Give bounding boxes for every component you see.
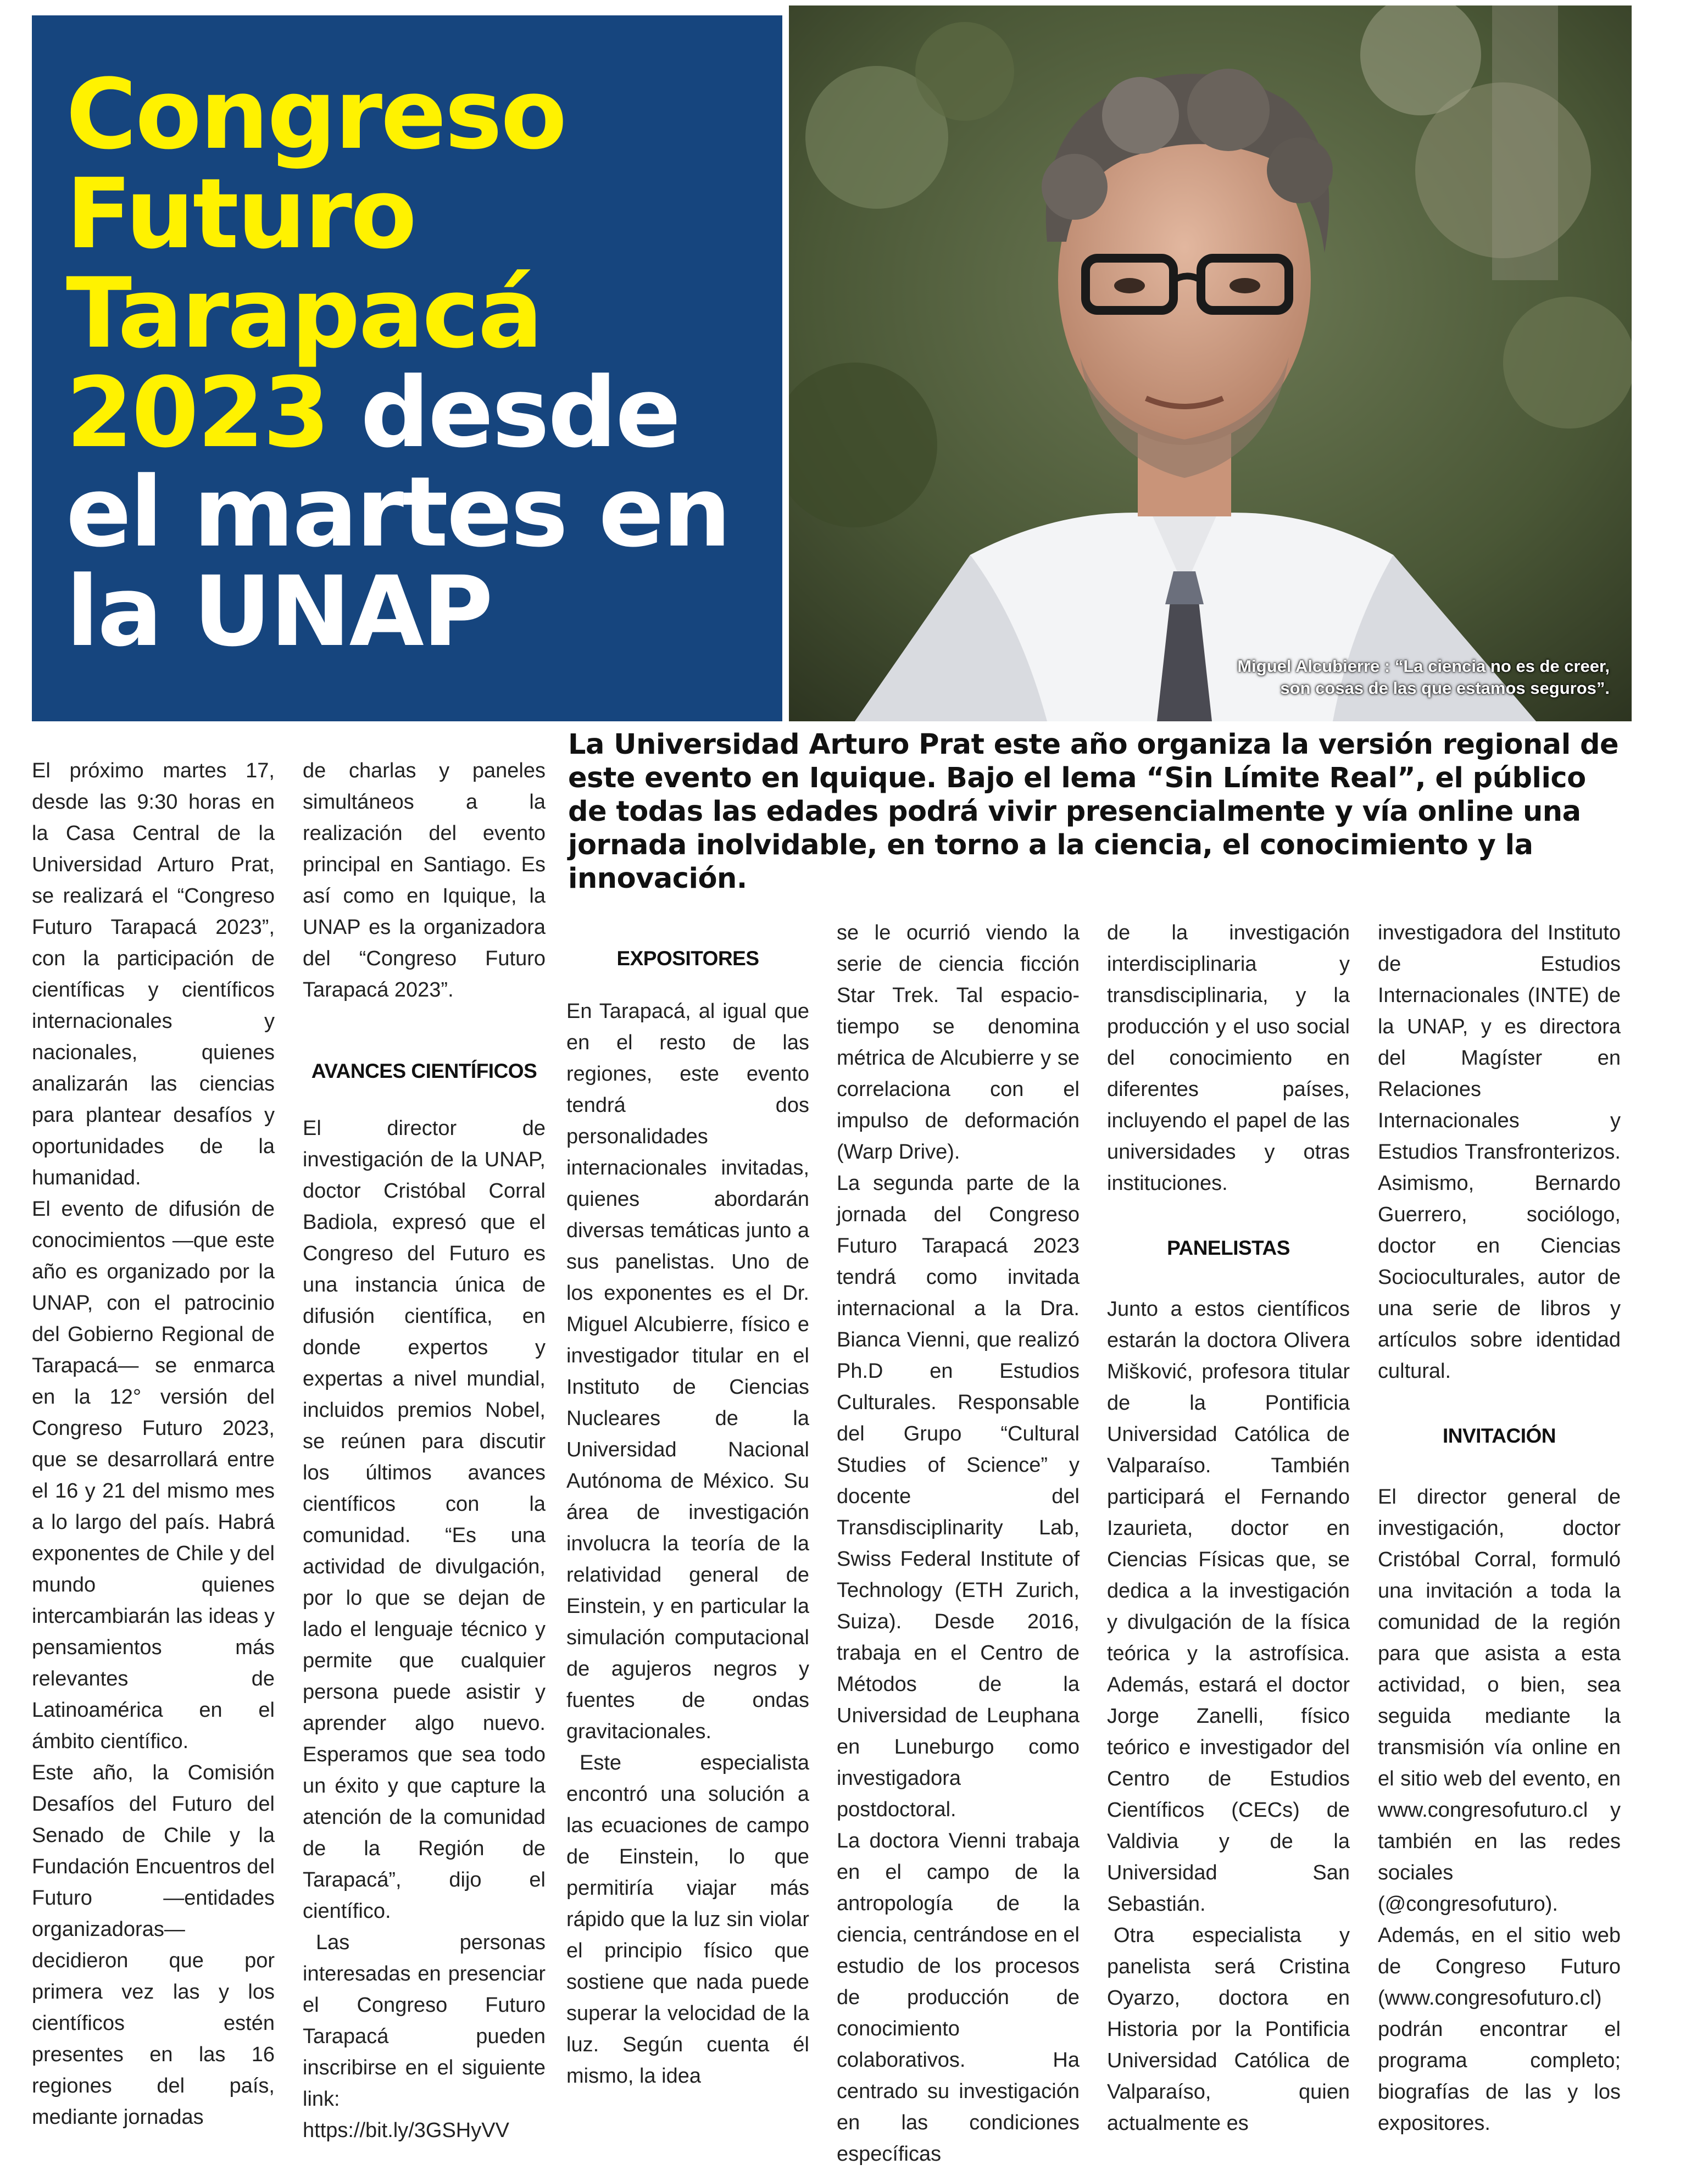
paragraph: de la investigación interdisciplinaria y transdisciplinaria, y la producción y el uso social del conocimiento en diferentes países, incluyendo el papel de las universidades y otras instituciones.	[1107, 921, 1350, 1195]
paragraph: se le ocurrió viendo la serie de ciencia ficción Star Trek. Tal espacio-tiempo se denomina métrica de Alcubierre y se correlaciona con el impulso de deformación (Warp Drive).	[837, 921, 1080, 1164]
section-heading-avances: AVANCES CIENTÍFICOS	[311, 1060, 537, 1082]
paragraph: Este año, la Comisión Desafíos del Futuro del Senado de Chile y la Fundación Encuentros del Futuro —entidades organizadoras— decidieron que por primera vez las y los científicos estén presentes en las 16 regiones del país, mediante jornadas	[32, 1761, 275, 2129]
article-column-3	[566, 917, 809, 2092]
headline	[66, 58, 749, 668]
paragraph: Este especialista encontró una solución a las ecuaciones de campo de Einstein, lo que permitiría viajar más rápido que la luz sin violar el principio físico que sostiene que nada puede superar la velocidad de la luz. Según cuenta él mismo, la idea	[566, 1751, 809, 2088]
section-heading-panelistas: PANELISTAS	[1167, 1237, 1290, 1259]
section-heading-expositores: EXPOSITORES	[616, 947, 759, 970]
article-column-1	[32, 755, 275, 2133]
paragraph: Junto a estos científicos estarán la doctora Olivera Mišković, profesora titular de la Pontificia Universidad Católica de Valparaíso. También participará el Fernando Izaurieta, doctor en Ciencias Físicas que, se dedica a la investigación y divulgación de la física teórica y la astrofísica. Además, estará el doctor Jorge Zanelli, físico teórico e investigador del Centro de Estudios Científicos (CECs) de Valdivia y de la Universidad San Sebastián.	[1107, 1298, 1350, 1916]
article-column-2	[303, 755, 546, 2146]
paragraph: Otra especialista y panelista será Cristina Oyarzo, doctora en Historia por la Pontificia Universidad Católica de Valparaíso, quien actualmente es	[1107, 1924, 1350, 2135]
headline-highlight: Congreso Futuro Tarapacá 2023	[66, 58, 566, 469]
article-column-4	[837, 917, 1080, 2170]
headline-rest: desde el martes en la UNAP	[66, 357, 730, 668]
paragraph: En Tarapacá, al igual que en el resto de las regiones, este evento tendrá dos personalidades internacionales invitadas, quienes abordarán diversas temáticas junto a sus panelistas. Uno de los exponentes es el Dr. Miguel Alcubierre, físico e investigador titular en el Instituto de Ciencias Nucleares de la Universidad Nacional Autónoma de México. Su área de investigación involucra la teoría de la relatividad general de Einstein, y en particular la simulación computacional de agujeros negros y fuentes de ondas gravitacionales.	[566, 1000, 809, 1743]
paragraph: El director de investigación de la UNAP, doctor Cristóbal Corral Badiola, expresó que el Congreso del Futuro es una instancia única de difusión científica, en donde expertos y expertas a nivel mundial, incluidos premios Nobel, se reúnen para discutir los últimos avances científicos con la comunidad. “Es una actividad de divulgación, por lo que se dejan de lado el lenguaje técnico y permite que cualquier persona puede asistir y aprender algo nuevo. Esperamos que sea todo un éxito y que capture la atención de la comunidad de la Región de Tarapacá”, dijo el científico.	[303, 1117, 546, 1923]
paragraph: Además, en el sitio web de Congreso Futuro (www.congresofuturo.cl) podrán encontrar el programa completo; biografías de las y los expositores.	[1378, 1924, 1621, 2135]
paragraph: investigadora del Instituto de Estudios Internacionales (INTE) de la UNAP, y es directora del Magíster en Relaciones Internacionales y Estudios Transfronterizos. Asimismo, Bernardo Guerrero, sociólogo, doctor en Ciencias Socioculturales, autor de una serie de libros y artículos sobre identidad cultural.	[1378, 921, 1621, 1383]
article-column-5	[1107, 917, 1350, 2139]
paragraph: El director general de investigación, doctor Cristóbal Corral, formuló una invitación a toda la comunidad de la región para que asista a esta actividad, o bien, sea seguida mediante la transmisión vía online en el sitio web del evento, en www.congresofuturo.cl y también en las redes sociales (@congresofuturo).	[1378, 1485, 1621, 1916]
paragraph: La doctora Vienni trabaja en el campo de la antropología de la ciencia, centrándose en el estudio de los procesos de producción de conocimiento colaborativos. Ha centrado su investigación en las condiciones específicas	[837, 1829, 1080, 2166]
lead-paragraph: La Universidad Arturo Prat este año organiza la versión regional de este evento en Iquique. Bajo el lema “Sin Límite Real”, el público de todas las edades podrá vivir presencialmente y vía online una jornada inolvidable, en torno a la ciencia, el conocimiento y la innovación.	[568, 728, 1619, 895]
photo-caption: Miguel Alcubierre : “La ciencia no es de creer, son cosas de las que estamos seguros”.	[1237, 656, 1610, 698]
paragraph: Las personas interesadas en presenciar el Congreso Futuro Tarapacá pueden inscribirse en el siguiente link: https://bit.ly/3GSHyVV	[303, 1931, 546, 2142]
headline-panel	[32, 15, 782, 721]
paragraph: La segunda parte de la jornada del Congreso Futuro Tarapacá 2023 tendrá como invitada internacional a la Dra. Bianca Vienni, que realizó Ph.D en Estudios Culturales. Responsable del Grupo “Cultural Studies of Science” y docente del Transdisciplinarity Lab, Swiss Federal Institute of Technology (ETH Zurich, Suiza). Desde 2016, trabaja en el Centro de Métodos de la Universidad de Leuphana en Luneburgo como investigadora postdoctoral.	[837, 1172, 1080, 1821]
portrait-photo-image	[789, 5, 1632, 721]
section-heading-invitacion: INVITACIÓN	[1442, 1425, 1556, 1447]
article-column-6	[1378, 917, 1621, 2139]
paragraph: El próximo martes 17, desde las 9:30 horas en la Casa Central de la Universidad Arturo Prat, se realizará el “Congreso Futuro Tarapacá 2023”, con la participación de científicas y científicos internacionales y nacionales, quienes analizarán las ciencias para plantear desafíos y oportunidades de la humanidad.	[32, 759, 275, 1189]
paragraph: El evento de difusión de conocimientos —que este año es organizado por la UNAP, con el patrocinio del Gobierno Regional de Tarapacá— se enmarca en la 12° versión del Congreso Futuro 2023, que se desarrollará entre el 16 y 21 del mismo mes a lo largo del país. Habrá exponentes de Chile y del mundo quienes intercambiarán las ideas y pensamientos más relevantes de Latinoamérica en el ámbito científico.	[32, 1198, 275, 1753]
portrait-photo	[789, 5, 1632, 721]
paragraph: de charlas y paneles simultáneos a la realización del evento principal en Santiago. Es así como en Iquique, la UNAP es la organizadora del “Congreso Futuro Tarapacá 2023”.	[303, 759, 546, 1001]
